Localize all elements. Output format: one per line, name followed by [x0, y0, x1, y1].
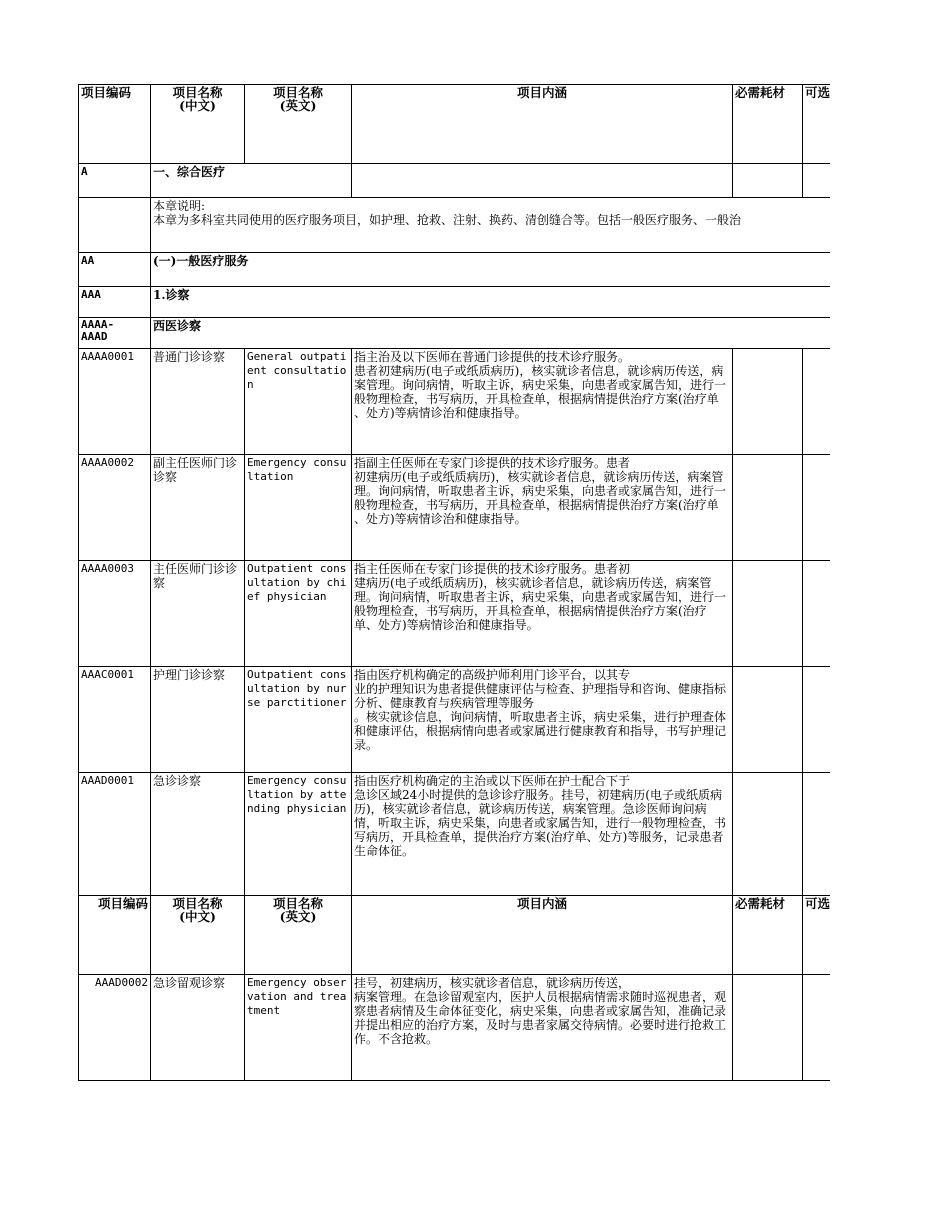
- item-name-en[interactable]: Emergency observation and treatment: [245, 975, 352, 1081]
- item-name-cn[interactable]: 主任医师门诊诊察: [151, 561, 245, 667]
- chapter-optional-cell[interactable]: [803, 164, 831, 198]
- item-optional-cell[interactable]: [803, 667, 831, 773]
- item-required-cell[interactable]: [733, 349, 803, 455]
- header-content[interactable]: 项目内涵: [352, 896, 733, 975]
- item-code[interactable]: AAAA0003: [79, 561, 151, 667]
- item-code[interactable]: AAAD0001: [79, 773, 151, 896]
- item-required-cell[interactable]: [733, 561, 803, 667]
- item-name-cn[interactable]: 急诊留观诊察: [151, 975, 245, 1081]
- item-code[interactable]: AAAA0001: [79, 349, 151, 455]
- header-required-materials[interactable]: 必需耗材: [733, 896, 803, 975]
- header-optional-materials[interactable]: 可选: [803, 896, 831, 975]
- item-content[interactable]: 指由医疗机构确定的高级护师利用门诊平台，以其专 业的护理知识为患者提供健康评估与检查、护理指导和咨询、健康指标分析、健康教育与疾病管理等服务 。核实就诊信息，询问病情，听取患者主诉，病史采集，进行护理查体和健康评估，根据病情向患者或家属进行健康教育和指导，书写护理记录。: [352, 667, 733, 773]
- table-row: [79, 975, 831, 1081]
- item-name-cn[interactable]: 急诊诊察: [151, 773, 245, 896]
- chapter-code[interactable]: A: [79, 164, 151, 198]
- item-name-en[interactable]: Outpatient consultation by chief physician: [245, 561, 352, 667]
- item-optional-cell[interactable]: [803, 773, 831, 896]
- group-row: [79, 318, 831, 349]
- item-required-cell[interactable]: [733, 455, 803, 561]
- group-code[interactable]: AAAA- AAAD: [79, 318, 151, 349]
- chapter-note-row: [79, 198, 831, 253]
- item-optional-cell[interactable]: [803, 455, 831, 561]
- header-optional-materials[interactable]: 可选: [803, 85, 831, 164]
- subsection-title[interactable]: 1.诊察: [151, 287, 831, 318]
- subsection-row: [79, 287, 831, 318]
- item-name-cn[interactable]: 护理门诊诊察: [151, 667, 245, 773]
- item-required-cell[interactable]: [733, 773, 803, 896]
- item-name-en[interactable]: General outpatient consultation: [245, 349, 352, 455]
- item-content[interactable]: 指副主任医师在专家门诊提供的技术诊疗服务。患者 初建病历(电子或纸质病历)，核实就诊者信息，就诊病历传送，病案管理。询问病情，听取患者主诉，病史采集，向患者或家属告知，进行一般物理检查，书写病历，开具检查单，根据病情提供治疗方案(治疗单 、处方)等病情诊治和健康指导。: [352, 455, 733, 561]
- chapter-content-cell[interactable]: [352, 164, 733, 198]
- header-name-cn[interactable]: 项目名称 (中文): [151, 896, 245, 975]
- header-required-materials[interactable]: 必需耗材: [733, 85, 803, 164]
- item-content[interactable]: 挂号，初建病历，核实就诊者信息，就诊病历传送， 病案管理。在急诊留观室内，医护人员根据病情需求随时巡视患者，观察患者病情及生命体征变化，病史采集，向患者或家属告知，准确记录并提出相应的治疗方案，及时与患者家属交待病情。必要时进行抢救工作。不含抢救。: [352, 975, 733, 1081]
- item-content[interactable]: 指主任医师在专家门诊提供的技术诊疗服务。患者初 建病历(电子或纸质病历)，核实就诊者信息，就诊病历传送，病案管理。询问病情，听取患者主诉，病史采集，向患者或家属告知，进行一般物理检查，书写病历，开具检查单，根据病情提供治疗方案(治疗单、处方)等病情诊治和健康指导。: [352, 561, 733, 667]
- table-row: [79, 349, 831, 455]
- chapter-title[interactable]: 一、综合医疗: [151, 164, 352, 198]
- item-code[interactable]: AAAA0002: [79, 455, 151, 561]
- item-content[interactable]: 指主治及以下医师在普通门诊提供的技术诊疗服务。 患者初建病历(电子或纸质病历)，核实就诊者信息，就诊病历传送，病案管理。询问病情，听取主诉，病史采集，向患者或家属告知，进行一般物理检查，书写病历，开具检查单，根据病情提供治疗方案(治疗单 、处方)等病情诊治和健康指导。: [352, 349, 733, 455]
- chapter-row: [79, 164, 831, 198]
- item-name-cn[interactable]: 普通门诊诊察: [151, 349, 245, 455]
- item-name-cn[interactable]: 副主任医师门诊诊察: [151, 455, 245, 561]
- item-name-en[interactable]: Emergency consultation: [245, 455, 352, 561]
- item-code[interactable]: AAAC0001: [79, 667, 151, 773]
- header-name-en[interactable]: 项目名称 (英文): [245, 896, 352, 975]
- header-row: [79, 85, 831, 164]
- header-code[interactable]: 项目编码: [79, 896, 151, 975]
- subsection-code[interactable]: AAA: [79, 287, 151, 318]
- chapter-required-cell[interactable]: [733, 164, 803, 198]
- section-title[interactable]: (一)一般医疗服务: [151, 253, 831, 287]
- item-required-cell[interactable]: [733, 975, 803, 1081]
- item-optional-cell[interactable]: [803, 561, 831, 667]
- chapter-note[interactable]: 本章说明: 本章为多科室共同使用的医疗服务项目，如护理、抢救、注射、换药、清创缝合等。包括一般医疗服务、一般治: [151, 198, 831, 253]
- item-content[interactable]: 指由医疗机构确定的主治或以下医师在护士配合下于 急诊区域24小时提供的急诊诊疗服务。挂号，初建病历(电子或纸质病历)，核实就诊者信息，就诊病历传送，病案管理。急诊医师询问病情，听取主诉，病史采集，向患者或家属告知，进行一般物理检查，书写病历，开具检查单，提供治疗方案(治疗单、处方)等服务，记录患者生命体征。: [352, 773, 733, 896]
- item-required-cell[interactable]: [733, 667, 803, 773]
- item-optional-cell[interactable]: [803, 349, 831, 455]
- item-optional-cell[interactable]: [803, 975, 831, 1081]
- header-code[interactable]: 项目编码: [79, 85, 151, 164]
- section-code[interactable]: AA: [79, 253, 151, 287]
- item-name-en[interactable]: Emergency consultation by attending physician: [245, 773, 352, 896]
- table-row: [79, 773, 831, 896]
- table-row: [79, 667, 831, 773]
- group-title[interactable]: 西医诊察: [151, 318, 831, 349]
- section-row: [79, 253, 831, 287]
- item-name-en[interactable]: Outpatient consultation by nurse parctitioner: [245, 667, 352, 773]
- item-code[interactable]: AAAD0002: [79, 975, 151, 1081]
- spreadsheet: [78, 84, 830, 1081]
- header-row-repeat: [79, 896, 831, 975]
- table-row: [79, 561, 831, 667]
- header-name-cn[interactable]: 项目名称 (中文): [151, 85, 245, 164]
- header-content[interactable]: 项目内涵: [352, 85, 733, 164]
- note-code-cell[interactable]: [79, 198, 151, 253]
- table-row: [79, 455, 831, 561]
- header-name-en[interactable]: 项目名称 (英文): [245, 85, 352, 164]
- service-table: [78, 84, 830, 1081]
